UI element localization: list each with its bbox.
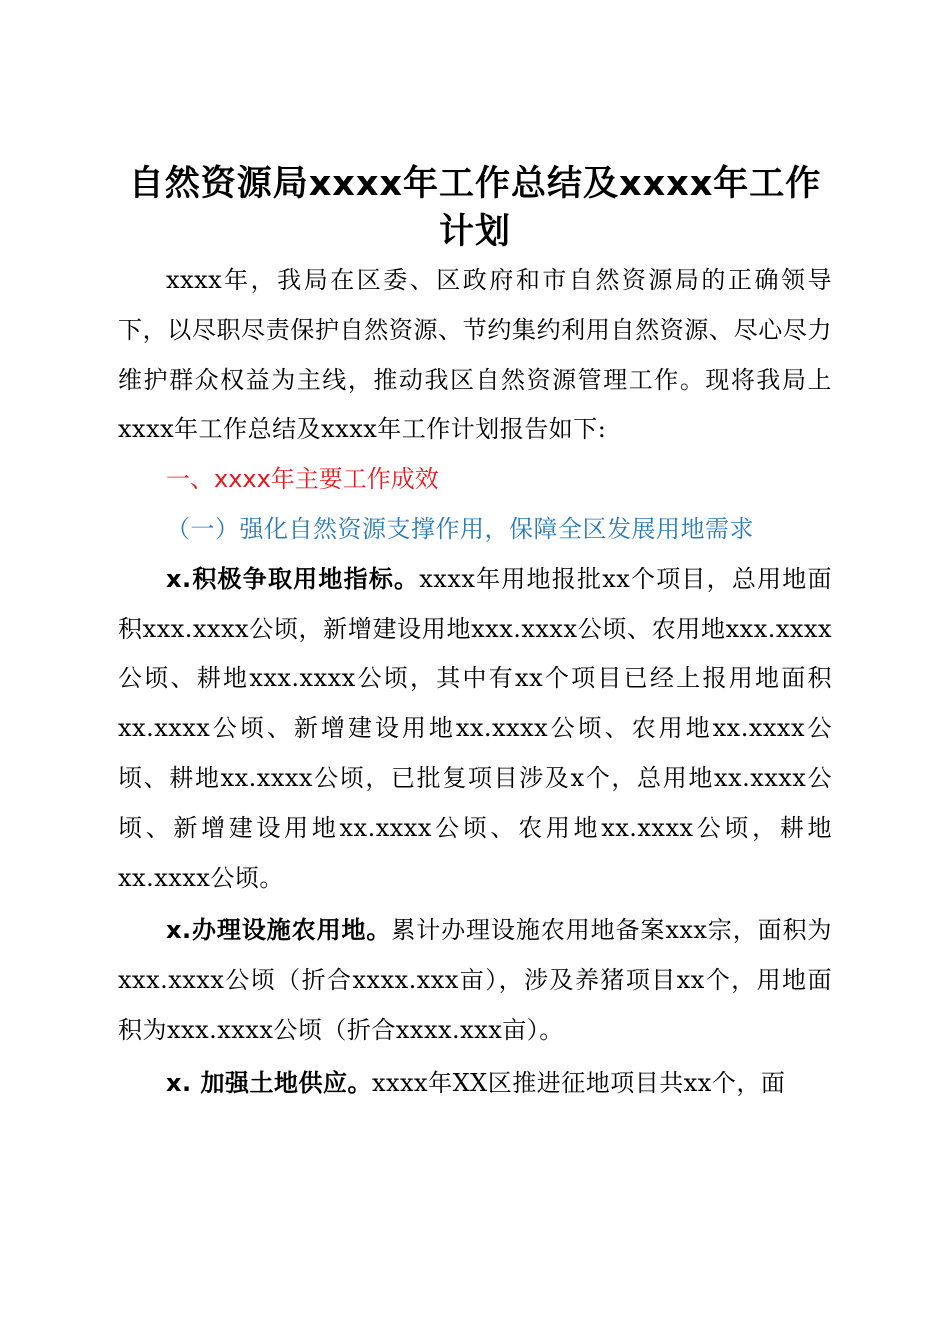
item-paragraph-2 [118,906,832,1055]
item-lead-2: x.办理设施农用地。 [166,916,392,945]
item-text-1: xxxx年用地报批xx个项目，总用地面积xxx.xxxx公顷，新增建设用地xxx.xxxx公顷、农用地xxx.xxxx公顷、耕地xxx.xxxx公顷，其中有xx个项目已经上报用地面积xx.xxxx公顷、新增建设用地xx.xxxx公顷、农用地xx.xxxx公顷、耕地xx.xxxx公顷，已批复项目涉及x个，总用地xx.xxxx公顷、新增建设用地xx.xxxx公顷、农用地xx.xxxx公顷，耕地xx.xxxx公顷。 [118,564,832,892]
section-heading-1: 一、xxxx年主要工作成效 [166,465,439,494]
document-page [118,160,832,1109]
item-text-2: 累计办理设施农用地备案xxx宗，面积为xxx.xxxx公顷（折合xxxx.xxx亩），涉及养猪项目xx个，用地面积为xxx.xxxx公顷（折合xxxx.xxx亩）。 [118,916,832,1044]
item-text-3: xxxx年XX区推进征地项目共xx个，面 [371,1068,786,1097]
intro-paragraph: xxxx年，我局在区委、区政府和市自然资源局的正确领导下，以尽职尽责保护自然资源、节约集约利用自然资源、尽心尽力维护群众权益为主线，推动我区自然资源管理工作。现将我局上xxxx年工作总结及xxxx年工作计划报告如下: [118,266,832,444]
item-lead-1: x.积极争取用地指标。 [166,564,420,593]
subsection-heading-1: （一）强化自然资源支撑作用，保障全区发展用地需求 [166,514,754,543]
item-paragraph-3 [118,1059,832,1109]
item-lead-3: x. 加强土地供应。 [166,1068,372,1097]
item-paragraph-1 [118,555,832,904]
document-title: 自然资源局xxxx年工作总结及xxxx年工作计划 [128,164,822,252]
